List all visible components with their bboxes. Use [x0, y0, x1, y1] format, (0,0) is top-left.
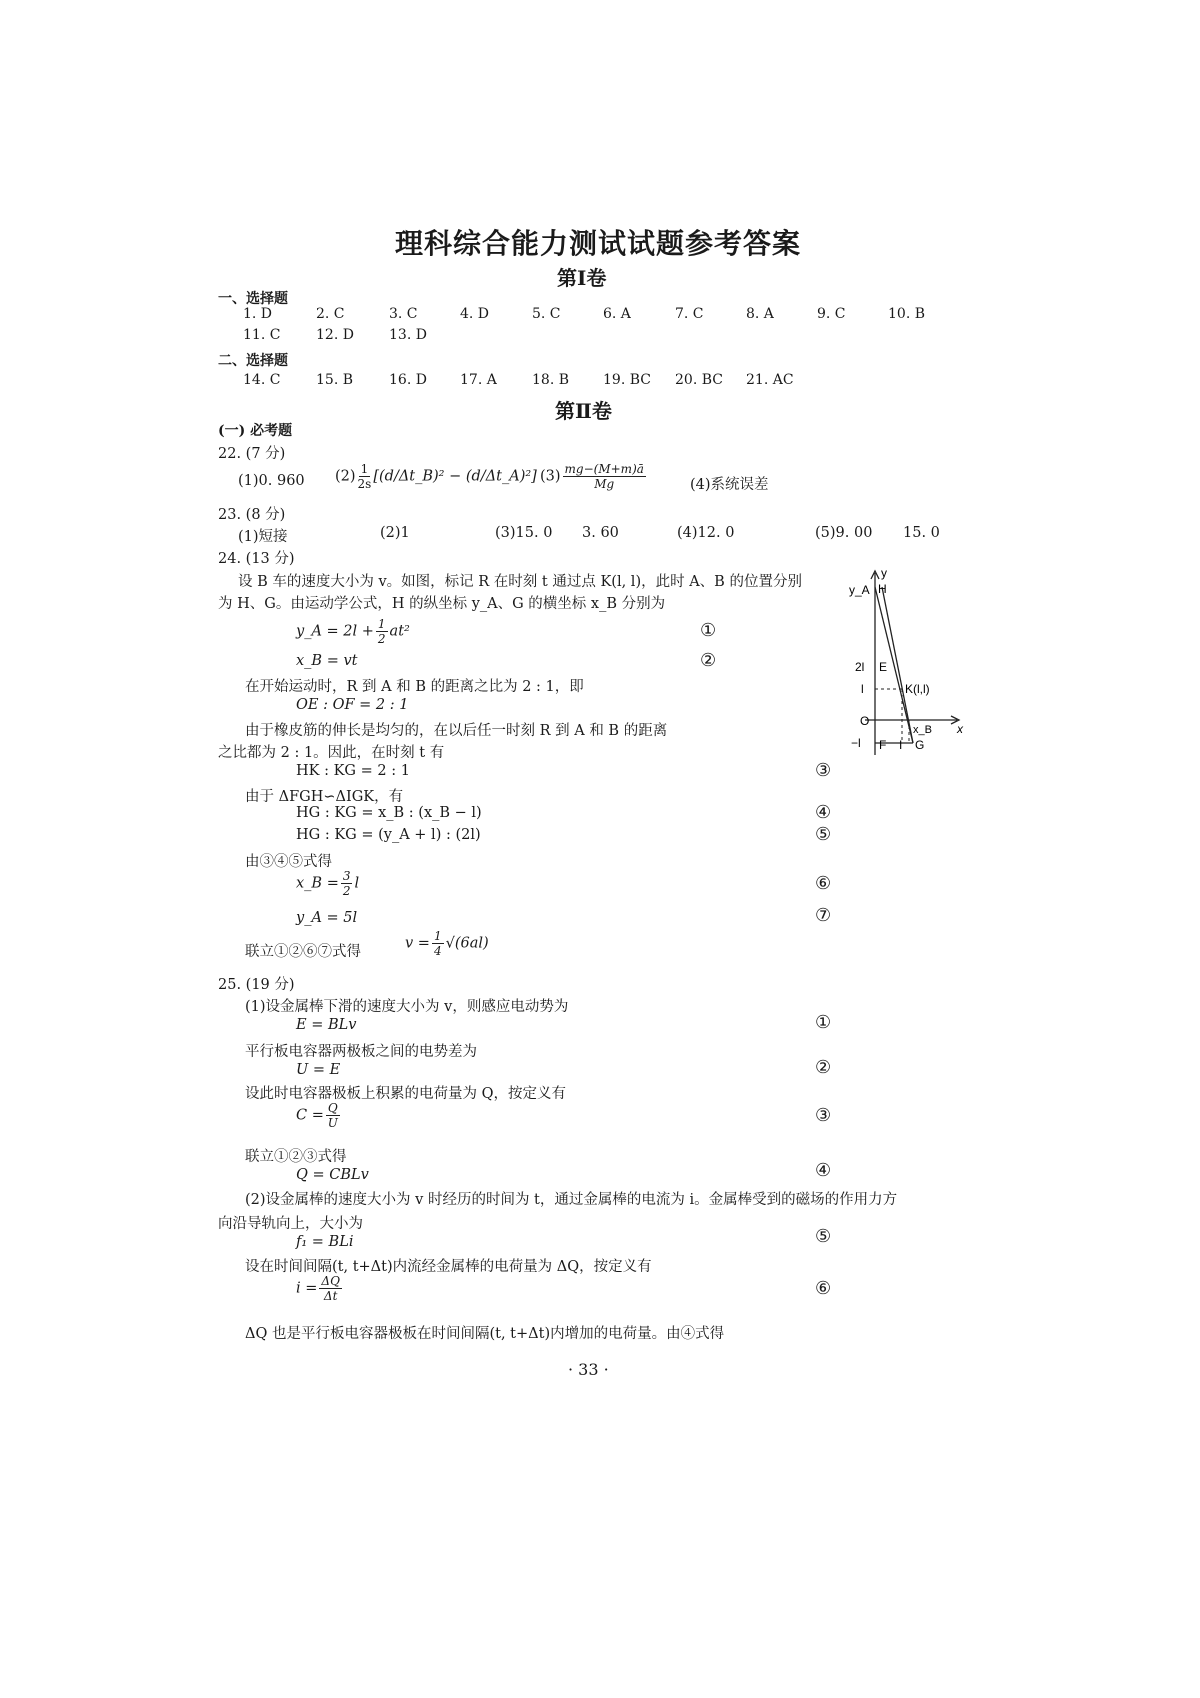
q24-heading: 24. (13 分) — [218, 551, 295, 567]
section-1-heading: 一、选择题 — [218, 291, 288, 307]
q25-mark-2: ② — [815, 1057, 832, 1078]
q24-eq8-den: 4 — [433, 944, 442, 958]
q25-eq-3 — [296, 1102, 342, 1129]
q25-eq6-den: Δt — [323, 1289, 338, 1303]
fig-xb-label: x_B — [913, 724, 932, 736]
fig-k-label: K(l,l) — [905, 682, 930, 696]
q25-eq-4: Q = CBLv — [296, 1167, 369, 1183]
q25-eq3-frac — [326, 1102, 340, 1129]
q23-answer-7: 15. 0 — [903, 525, 940, 541]
answer-q-4: 4. D — [460, 306, 490, 322]
answer-q-2: 2. C — [316, 306, 345, 322]
q22-a2-body: [(d/Δt_B)² − (d/Δt_A)²] — [373, 468, 537, 485]
q25-para-1: (1)设金属棒下滑的速度大小为 v，则感应电动势为 — [245, 999, 569, 1015]
fig-e-label: E — [879, 660, 888, 674]
answer-sec2-8: 21. AC — [746, 372, 794, 388]
q24-eq-8 — [405, 930, 489, 957]
answer-q-row2-1: 11. C — [243, 327, 281, 343]
answer-q-10: 10. B — [888, 306, 926, 322]
mark-2: ② — [700, 650, 717, 671]
q24-para-1: 设 B 车的速度大小为 v。如图，标记 R 在时刻 t 通过点 K(l, l)，此时 A、B 的位置分别 — [238, 574, 802, 590]
q25-para-8: ΔQ 也是平行板电容器极板在时间间隔(t, t+Δt)内增加的电荷量。由④式得 — [245, 1326, 725, 1342]
page-number: · 33 · — [568, 1360, 609, 1379]
fig-ya-label: y_A — [849, 583, 870, 597]
q25-para-6: 向沿导轨向上，大小为 — [218, 1216, 363, 1232]
fig-y-label: y — [881, 566, 887, 580]
q24-eq-6 — [296, 870, 359, 897]
q22-a3-prefix: (3) — [540, 468, 561, 485]
q23-heading: 23. (8 分) — [218, 507, 286, 523]
q24-para-6: 由于 ΔFGH∽ΔIGK，有 — [245, 789, 404, 805]
q25-para-4: 联立①②③式得 — [245, 1149, 347, 1165]
q24-figure — [845, 565, 965, 765]
answer-q-6: 6. A — [603, 306, 631, 322]
answer-q-7: 7. C — [675, 306, 704, 322]
q25-eq3-num: Q — [327, 1101, 338, 1115]
q24-eq1-frac — [376, 618, 388, 645]
q24-eq6-frac — [341, 870, 353, 897]
q25-mark-4: ④ — [815, 1160, 832, 1181]
q22-a3-den: Mg — [594, 477, 615, 491]
q24-para-4: 由于橡皮筋的伸长是均匀的，在以后任一时刻 R 到 A 和 B 的距离 — [245, 723, 668, 739]
answer-sec2-6: 19. BC — [603, 372, 651, 388]
q24-eq1-num: 1 — [377, 617, 386, 631]
answer-q-8: 8. A — [746, 306, 774, 322]
q22-a3-num: mg−(M+m)ā — [564, 462, 644, 476]
q25-eq6-num: ΔQ — [321, 1274, 340, 1288]
page-title: 理科综合能力测试试题参考答案 — [395, 227, 802, 260]
q22-a2-num: 1 — [360, 462, 369, 476]
q22-a2-prefix: (2) — [335, 468, 356, 485]
fig-o-label: O — [860, 714, 870, 728]
fig-h-label: H — [878, 582, 887, 596]
q22-answer-3 — [540, 463, 648, 490]
answer-sec2-2: 15. B — [316, 372, 354, 388]
volume-2-heading: 第Ⅱ卷 — [555, 399, 612, 423]
answer-q-9: 9. C — [817, 306, 846, 322]
q23-answer-6: (5)9. 00 — [815, 525, 873, 541]
answer-q-3: 3. C — [389, 306, 418, 322]
q24-eq-2: x_B = vt — [296, 653, 358, 669]
answer-sec2-5: 18. B — [532, 372, 570, 388]
q23-answer-2: (2)1 — [380, 525, 410, 541]
q25-para-7: 设在时间间隔(t, t+Δt)内流经金属棒的电荷量为 ΔQ，按定义有 — [245, 1259, 652, 1275]
fig-2l-label: 2l — [855, 660, 865, 674]
q25-para-5: (2)设金属棒的速度大小为 v 时经历的时间为 t，通过金属棒的电流为 i。金属棒受到的磁场的作用力方 — [245, 1192, 898, 1208]
answer-sec2-1: 14. C — [243, 372, 281, 388]
q25-mark-1: ① — [815, 1012, 832, 1033]
q24-eq8-frac — [432, 930, 444, 957]
q25-eq-2: U = E — [296, 1062, 341, 1078]
q22-answer-1: (1)0. 960 — [238, 473, 305, 489]
q24-eq-oe: OE : OF = 2 : 1 — [296, 697, 409, 713]
mark-3: ③ — [815, 760, 832, 781]
q24-eq6-den: 2 — [342, 884, 351, 898]
required-heading: (一) 必考题 — [218, 423, 293, 439]
fig-x-label: x — [957, 722, 963, 736]
volume-1-heading: 第Ⅰ卷 — [557, 266, 607, 290]
q24-para-2: 为 H、G。由运动学公式，H 的纵坐标 y_A、G 的横坐标 x_B 分别为 — [218, 596, 666, 612]
q23-answer-5: (4)12. 0 — [677, 525, 735, 541]
q25-para-2: 平行板电容器两极板之间的电势差为 — [245, 1044, 477, 1060]
q22-a2-fraction — [358, 463, 372, 490]
answer-sec2-7: 20. BC — [675, 372, 723, 388]
q25-mark-6: ⑥ — [815, 1278, 832, 1299]
q24-eq1-pre: y_A = 2l + — [296, 623, 374, 640]
q25-eq6-frac — [319, 1275, 342, 1302]
q24-eq1-den: 2 — [377, 632, 386, 646]
q25-eq-5: f₁ = BLi — [296, 1234, 354, 1250]
q22-answer-2 — [335, 463, 537, 490]
answer-sec2-4: 17. A — [460, 372, 497, 388]
answer-q-row2-2: 12. D — [316, 327, 354, 343]
q25-eq-1: E = BLv — [296, 1017, 357, 1033]
q24-eq1-post: at² — [389, 623, 410, 640]
answer-q-row2-3: 13. D — [389, 327, 427, 343]
mark-1: ① — [700, 620, 717, 641]
q23-answer-1: (1)短接 — [238, 529, 288, 545]
q24-para-8: 联立①②⑥⑦式得 — [245, 944, 361, 960]
mark-4: ④ — [815, 802, 832, 823]
section-2-heading: 二、选择题 — [218, 353, 288, 369]
q23-answer-4: 3. 60 — [582, 525, 619, 541]
fig-f-label: F — [879, 738, 887, 752]
q24-eq6-post: l — [354, 875, 360, 892]
q24-para-7: 由③④⑤式得 — [245, 854, 332, 870]
q25-eq6-pre: i = — [296, 1280, 318, 1297]
q24-para-3: 在开始运动时，R 到 A 和 B 的距离之比为 2 : 1，即 — [245, 679, 584, 695]
q24-eq6-pre: x_B = — [296, 875, 339, 892]
q24-eq-7: y_A = 5l — [296, 910, 358, 926]
q24-eq6-num: 3 — [342, 869, 351, 883]
q22-answer-4: (4)系统误差 — [690, 477, 769, 493]
fig-g-label: G — [915, 738, 925, 752]
q25-eq3-pre: C = — [296, 1107, 324, 1124]
q25-mark-3: ③ — [815, 1105, 832, 1126]
q22-a3-fraction — [563, 463, 646, 490]
answer-q-1: 1. D — [243, 306, 273, 322]
mark-6: ⑥ — [815, 873, 832, 894]
answer-q-5: 5. C — [532, 306, 561, 322]
q25-para-3: 设此时电容器极板上积累的电荷量为 Q，按定义有 — [245, 1086, 566, 1102]
q24-eq8-post: √(6al) — [445, 935, 489, 952]
fig-i-label: I — [899, 738, 903, 752]
q24-eq8-pre: v = — [405, 935, 430, 952]
q24-eq-5: HG : KG = (y_A + l) : (2l) — [296, 827, 481, 843]
q24-eq-1 — [296, 618, 410, 645]
mark-5: ⑤ — [815, 824, 832, 845]
q25-eq3-den: U — [327, 1116, 338, 1130]
q22-heading: 22. (7 分) — [218, 446, 286, 462]
fig-neg-l-label: −l — [851, 736, 861, 750]
fig-l-label: l — [861, 682, 864, 696]
q25-mark-5: ⑤ — [815, 1226, 832, 1247]
q23-answer-3: (3)15. 0 — [495, 525, 553, 541]
q24-para-5: 之比都为 2 : 1。因此，在时刻 t 有 — [218, 745, 445, 761]
mark-7: ⑦ — [815, 905, 832, 926]
q25-heading: 25. (19 分) — [218, 977, 295, 993]
answer-sec2-3: 16. D — [389, 372, 427, 388]
q24-eq-3: HK : KG = 2 : 1 — [296, 763, 410, 779]
q24-eq-4: HG : KG = x_B : (x_B − l) — [296, 805, 482, 821]
q22-a2-den: 2s — [357, 477, 372, 491]
q24-eq8-num: 1 — [433, 929, 442, 943]
q25-eq-6 — [296, 1275, 344, 1302]
